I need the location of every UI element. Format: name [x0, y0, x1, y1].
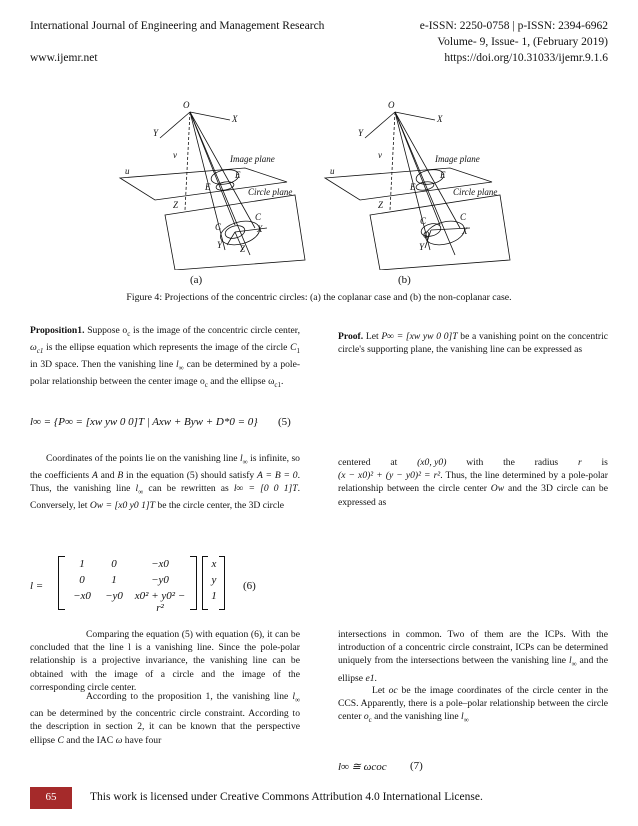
- journal-name: International Journal of Engineering and Management Research: [30, 20, 325, 32]
- matrix-cell: 0: [79, 574, 85, 586]
- label-image-plane-b: Image plane: [435, 154, 480, 164]
- footer: [0, 787, 638, 809]
- label-v-a: v: [173, 150, 177, 160]
- label-e2-b: E: [440, 170, 446, 180]
- page-number: 65: [45, 791, 57, 803]
- eq6-lhs: l =: [30, 580, 44, 592]
- q3-ow: Ow: [490, 483, 505, 495]
- label-u-a: u: [125, 166, 130, 176]
- eq6-bracket-left: [58, 556, 65, 610]
- q4-text-1: intersections in common. Two of them are the ICPs. With the introduction of a concentric circle constraint, ICPs can be determined uniquely from the intersections between the vanishing line: [338, 629, 608, 667]
- prop-c1: C: [290, 342, 297, 354]
- q4-text-2: and the ellipse: [338, 655, 608, 684]
- p2-text-2: is infinite, so the coefficients: [30, 453, 300, 482]
- prop-text-5: can be determined by a pole-polar relationship between the center image o: [30, 359, 301, 388]
- proof-text-2: be a vanishing point on the concentric circle's supporting plane, the vanishing line can be expressed as: [338, 331, 608, 356]
- matrix-cell: x0² + y0² − r²: [134, 590, 186, 614]
- label-e1-a: E: [205, 182, 211, 192]
- matrix-cell: −y0: [105, 590, 123, 602]
- p2-a: A: [91, 470, 98, 482]
- paragraph-right-3: intersections in common. Two of them are the ICPs. With the introduction of a concentric circle constraint, ICPs can be determined uniquely from the intersections between the vanishing line $l_\infty$ and the ellipse e1.: [338, 629, 608, 684]
- label-xc-a: X: [232, 114, 238, 124]
- q2-at: at: [390, 457, 398, 468]
- p2-linf: l∞ = [0 0 1]T: [233, 483, 298, 495]
- label-yc-a: Y: [153, 128, 159, 138]
- equation-7-number: (7): [410, 760, 423, 772]
- p2-text-3: in the equation (5) should satisfy: [126, 470, 255, 482]
- subfigure-label-b: (b): [398, 274, 411, 286]
- paragraph-4: According to the proposition 1, the vanishing line $l_\infty$ can be determined by the concentric circle constraint. According to the description in section 2, it can be known that the perspective ellipse C and the IAC ω have four: [30, 691, 300, 746]
- paragraph-3: Comparing the equation (5) with equation (6), it can be concluded that the line l is a vanishing line. Since the pole-polar relationship is a projective invariance, the vanishing line can be obtained with the image of a circle and the image of the corresponding circle center.: [30, 629, 300, 693]
- label-zc-b: Z: [378, 200, 384, 210]
- label-xw-b: X: [462, 226, 468, 236]
- proof-text-1: Let: [365, 331, 379, 342]
- q2-centered: centered: [338, 457, 371, 468]
- proposition-1: Proposition1. Suppose $o_c$ is the image of the concentric circle center, $\omega_{c1}$ is the ellipse equation which represents the image of the circle $C_1$ in 3D space. Then the vanishing line $l_\infty$ can be determined by a pole-polar relationship between the center image $o_c$ and the ellipse $\omega_{c1}$.: [30, 325, 301, 390]
- label-image-plane-a: Image plane: [230, 154, 275, 164]
- subfigure-label-a: (a): [190, 274, 203, 286]
- website: www.ijemr.net: [30, 52, 98, 64]
- q2-is: is: [601, 457, 608, 468]
- prop-text-3: is the ellipse equation which represents the image of the circle: [46, 342, 288, 354]
- label-zw-a: Z: [240, 244, 246, 254]
- matrix-row: [66, 574, 190, 590]
- q5-text-2: and the vanishing line: [374, 711, 459, 723]
- circle-equation: (x − x0)² + (y − y0)² = r²: [338, 470, 441, 482]
- label-e2-a: E: [235, 170, 241, 180]
- label-e1-b: E: [410, 182, 416, 192]
- q2-center: (x0, y0): [417, 457, 447, 468]
- label-u-b: u: [330, 166, 335, 176]
- matrix-cell: 1: [79, 558, 85, 570]
- matrix-cell: −y0: [151, 574, 169, 586]
- matrix-cell: −x0: [73, 590, 91, 602]
- label-xw-a: X: [257, 224, 263, 234]
- matrix-cell: −x0: [151, 558, 169, 570]
- q3-text-2: and the 3D circle can be expressed as: [338, 483, 608, 508]
- matrix-cell: 0: [111, 558, 117, 570]
- label-c2-a: C: [215, 222, 222, 232]
- matrix-cell: 1: [111, 574, 117, 586]
- p2-text-5: can be rewritten as: [148, 483, 229, 495]
- paragraph-right-2: [338, 456, 608, 509]
- label-yw-b: Y: [419, 242, 425, 252]
- prop-omega: ω: [30, 342, 37, 354]
- label-yw-a: Y: [217, 240, 223, 250]
- proof-pinf: P∞ = [xw yw 0 0]T: [381, 331, 458, 342]
- q5-text-1: be the image coordinates of the circle center in the CCS. Apparently, there is a pole–polar relationship between the circle center: [338, 685, 608, 723]
- license-text: This work is licensed under Creative Commons Attribution 4.0 International License.: [90, 791, 483, 803]
- proposition-title: Proposition1.: [30, 325, 85, 336]
- p2-text-6: . Conversely, let: [30, 483, 300, 512]
- p2-b: B: [117, 470, 124, 482]
- q4-e1: e1: [365, 672, 375, 684]
- label-circle-plane-a: Circle plane: [248, 187, 293, 197]
- doi: https://doi.org/10.31033/ijemr.9.1.6: [444, 52, 608, 64]
- paragraph-2: Coordinates of the points lie on the vanishing line $l_\infty$ is infinite, so the coefficients A and B in the equation (5) should satisfy A = B = 0. Thus, the vanishing line $l_\infty$ can be rewritten as l∞ = [0 0 1]T. Conversely, let Ow = [x0 y0 1]T be the circle center, the 3D circle: [30, 453, 300, 512]
- paragraph-right-4: Let oc be the image coordinates of the circle center in the CCS. Apparently, there is a pole–polar relationship between the circle center $o_c$ and the vanishing line $l_\infty$: [338, 685, 608, 725]
- q2-with: with: [466, 457, 484, 468]
- p4-text-3: and the IAC: [66, 734, 114, 746]
- label-c1-b: C: [460, 212, 467, 222]
- p4-c: C: [57, 734, 64, 746]
- issn: e-ISSN: 2250-0758 | p-ISSN: 2394-6962: [419, 20, 608, 32]
- eq6-matrix: [66, 558, 190, 614]
- vector-cell: 1: [211, 590, 217, 602]
- prop-l-inf: l: [176, 359, 179, 371]
- matrix-row: [66, 590, 190, 614]
- p4-text-4: have four: [124, 734, 162, 746]
- q3-text-1: . Thus, the line determined by a pole-polar relationship between the circle center: [338, 470, 608, 495]
- label-ow-b: O: [423, 230, 430, 240]
- label-zc-a: Z: [173, 200, 179, 210]
- eq6-bracket-right: [190, 556, 197, 610]
- prop-text-4: in 3D space. Then the vanishing line: [30, 359, 174, 371]
- label-yc-b: Y: [358, 128, 364, 138]
- label-oc-b: O: [388, 100, 395, 110]
- q5-let: Let: [372, 685, 385, 696]
- prop-text-2: is the image of the concentric circle center,: [133, 325, 300, 336]
- label-oc-a: O: [183, 100, 190, 110]
- proof-title: Proof.: [338, 331, 364, 342]
- equation-5: l∞ = {P∞ = [xw yw 0 0]T | Axw + Byw + D*0 = 0}: [30, 416, 258, 428]
- figure-caption: Figure 4: Projections of the concentric circles: (a) the coplanar case and (b) the non-coplanar case.: [126, 292, 512, 303]
- q2-r: r: [577, 457, 582, 468]
- vector-cell: y: [211, 574, 217, 586]
- q2-radius: radius: [534, 457, 559, 468]
- vector-cell: x: [211, 558, 217, 570]
- equation-7: l∞ ≅ ωcoc: [338, 761, 387, 773]
- p2-eq: A = B = 0: [257, 470, 298, 482]
- p4-text-1: According to the proposition 1, the vanishing line: [86, 691, 289, 702]
- figure-4-diagram: [95, 100, 555, 270]
- prop-text-6: and the ellipse ω: [210, 376, 275, 388]
- p2-text-4: . Thus, the vanishing line: [30, 470, 300, 495]
- label-xc-b: X: [437, 114, 443, 124]
- eq6-vector: [208, 558, 220, 606]
- p2-text-1: Coordinates of the points lie on the vanishing line: [46, 453, 238, 464]
- volume: Volume- 9, Issue- 1, (February 2019): [437, 36, 608, 48]
- label-c2-b: C: [420, 216, 427, 226]
- label-c1-a: C: [255, 212, 262, 222]
- equation-5-number: (5): [278, 416, 291, 428]
- p4-text-2: can be determined by the concentric circle constraint. According to the description in section 2, it can be known that the perspective ellipse: [30, 708, 300, 746]
- equation-6-number: (6): [243, 580, 256, 592]
- p4-omega: ω: [115, 734, 123, 746]
- q2-the: the: [503, 457, 515, 468]
- matrix-row: [66, 558, 190, 574]
- q5-oc: oc: [388, 685, 398, 696]
- proof: [338, 330, 608, 356]
- p2-text-7: be the circle center, the 3D circle: [157, 500, 285, 512]
- p2-ow: Ow = [x0 y0 1]T: [89, 500, 155, 512]
- label-v-b: v: [378, 150, 382, 160]
- label-circle-plane-b: Circle plane: [453, 187, 498, 197]
- p2-and: and: [100, 470, 115, 482]
- prop-text-1: Suppose o: [87, 325, 128, 336]
